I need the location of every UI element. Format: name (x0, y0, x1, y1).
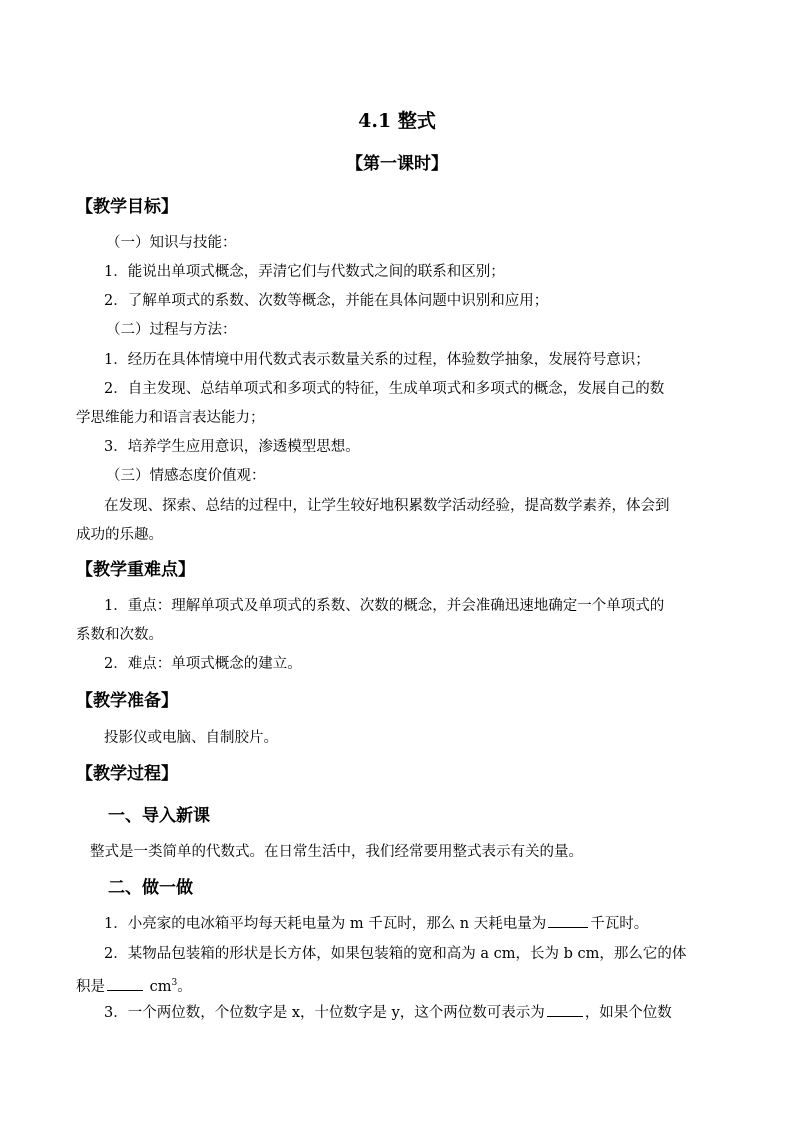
process-heading: 【教学过程】 (76, 764, 178, 784)
question-1-suffix: 千瓦时。 (590, 916, 649, 932)
key-points-heading: 【教学重难点】 (76, 560, 195, 580)
goals-heading: 【教学目标】 (76, 197, 178, 217)
question-1-text: 1．小亮家的电冰箱平均每天耗电量为 m 千瓦时，那么 n 天耗电量为 (104, 916, 547, 932)
prep-heading: 【教学准备】 (76, 691, 178, 711)
prep-text: 投影仪或电脑、自制胶片。 (104, 730, 278, 746)
question-2-blank (107, 976, 143, 991)
question-2-line-1: 2．某物品包装箱的形状是长方体，如果包装箱的宽和高为 a cm，长为 b cm，那么它的体 (104, 946, 687, 962)
page-title: 4.1 整式 (358, 110, 436, 132)
emotion-title: （三）情感态度价值观： (106, 468, 266, 484)
question-2-unit-exponent: 3 (171, 978, 178, 988)
section-2-title: 二、做一做 (108, 878, 193, 898)
process-item-1: 1．经历在具体情境中用代数式表示数量关系的过程，体验数学抽象，发展符号意识； (104, 352, 650, 368)
question-1 (104, 913, 754, 934)
knowledge-item-1: 1．能说出单项式概念，弄清它们与代数式之间的联系和区别； (104, 264, 505, 280)
question-3-blank (547, 1002, 583, 1017)
emotion-text-line-1: 在发现、探索、总结的过程中，让学生较好地积累数学活动经验，提高数学素养，体会到 (104, 498, 670, 514)
section-1-title: 一、导入新课 (108, 806, 210, 826)
question-2-suffix: 。 (177, 978, 192, 995)
lesson-subtitle: 【第一课时】 (346, 154, 448, 174)
key-point-1-line-2: 系数和次数。 (76, 627, 163, 643)
knowledge-title: （一）知识与技能： (106, 235, 237, 251)
question-3-suffix: ，如果个位数 (584, 1005, 672, 1021)
emotion-text-line-2: 成功的乐趣。 (76, 527, 163, 543)
process-item-3: 3．培养学生应用意识，渗透模型思想。 (104, 439, 360, 455)
question-1-blank (548, 913, 588, 928)
process-item-2-line-2: 学思维能力和语言表达能力； (76, 410, 265, 426)
knowledge-item-2: 2．了解单项式的系数、次数等概念，并能在具体问题中识别和应用； (104, 293, 549, 309)
question-2-unit: cm (149, 978, 172, 995)
question-2-text: 积是 (76, 978, 105, 995)
process-title: （二）过程与方法： (106, 322, 237, 338)
question-2-line-2 (76, 973, 726, 997)
key-point-1-line-1: 1．重点：理解单项式及单项式的系数、次数的概念，并会准确迅速地确定一个单项式的 (104, 598, 665, 614)
section-1-text: 整式是一类简单的代数式。在日常生活中，我们经常要用整式表示有关的量。 (90, 844, 583, 860)
question-3 (104, 1002, 754, 1023)
key-point-2: 2．难点：单项式概念的建立。 (104, 656, 302, 672)
process-item-2-line-1: 2．自主发现、总结单项式和多项式的特征，生成单项式和多项式的概念，发展自己的数 (104, 381, 665, 397)
question-3-text: 3．一个两位数，个位数字是 x，十位数字是 y，这个两位数可表示为 (104, 1005, 545, 1021)
